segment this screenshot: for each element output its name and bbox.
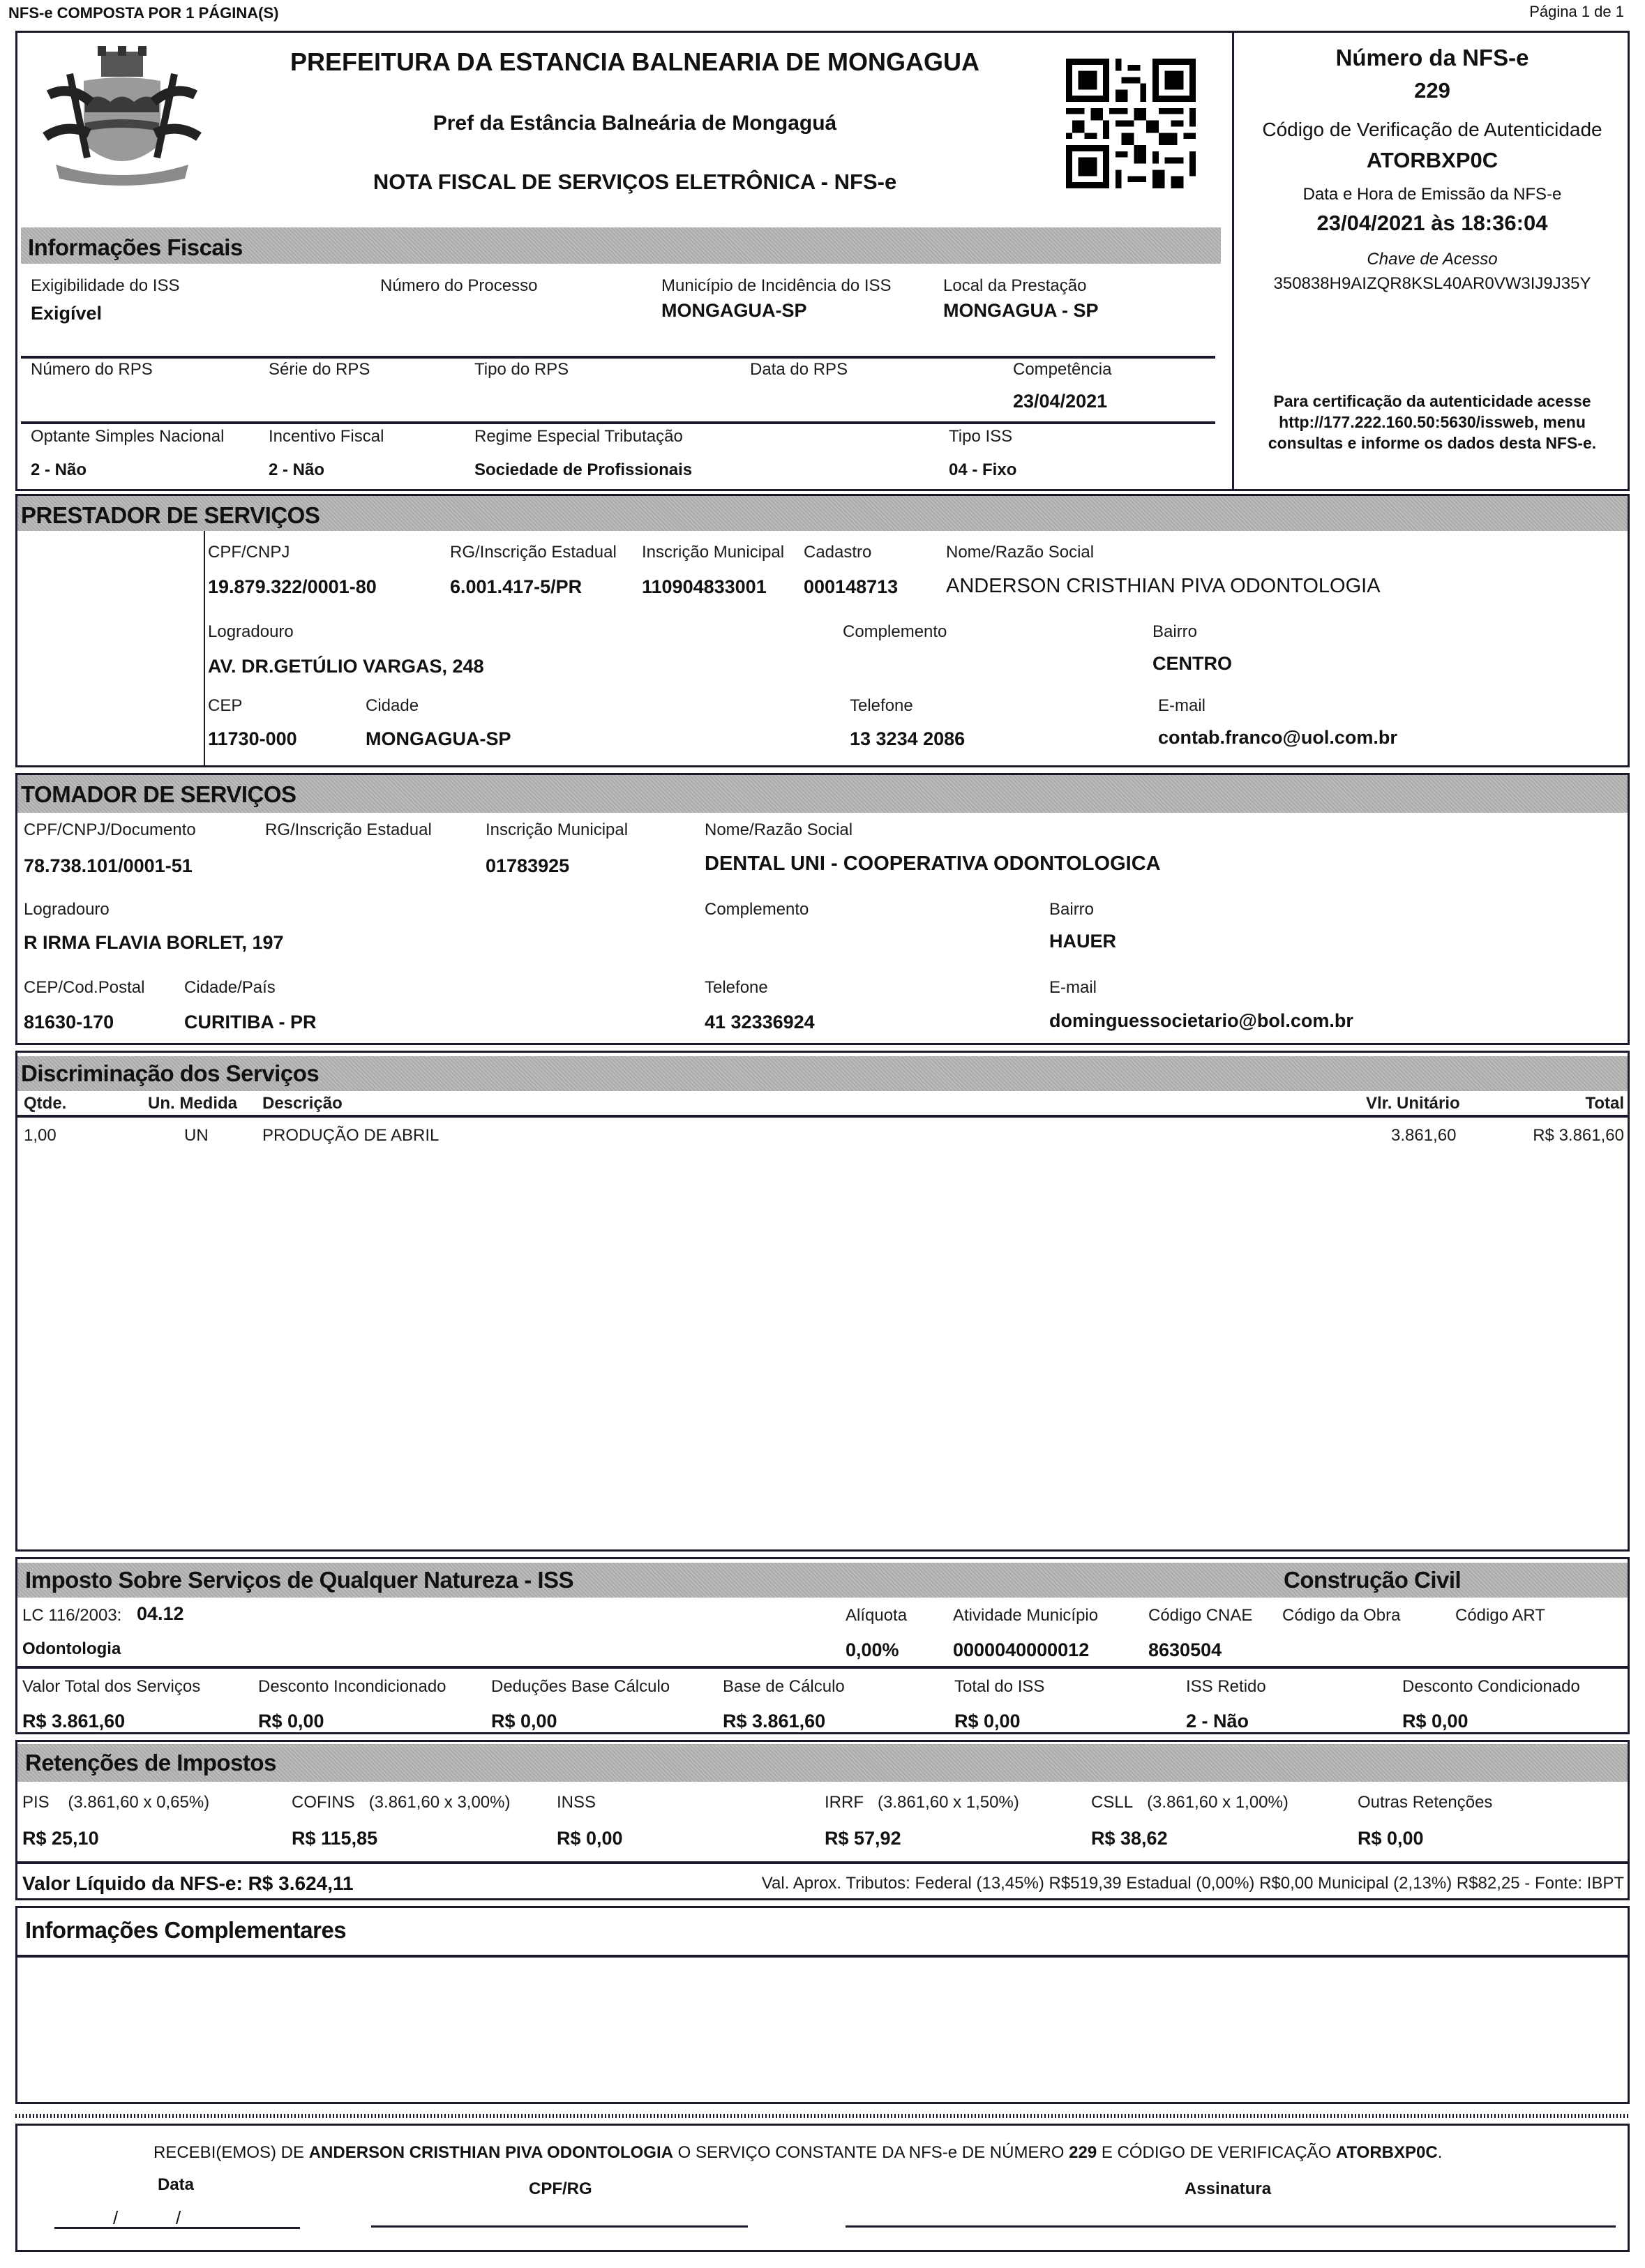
cnae-value: 8630504 (1148, 1639, 1222, 1660)
provider-cadastro: 000148713 (804, 576, 899, 597)
services-section (15, 1051, 1630, 1552)
qr-code-icon (1066, 59, 1196, 188)
page-indicator: Página 1 de 1 (1529, 3, 1624, 20)
receipt-pre: RECEBI(EMOS) DE (153, 2143, 309, 2162)
pis-value: R$ 25,10 (22, 1828, 99, 1849)
csll-label (1091, 1793, 1289, 1812)
provider-section-title: PRESTADOR DE SERVIÇOS (21, 502, 320, 528)
col-total: Total (1585, 1094, 1624, 1113)
simples-nacional-value: 2 - Não (31, 460, 87, 479)
customer-cnpj: 78.738.101/0001-51 (24, 855, 193, 876)
nfse-number: 229 (1414, 78, 1450, 103)
access-key: 350838H9AIZQR8KSL40AR0VW3IJ9J35Y (1273, 274, 1591, 293)
provider-cep: 11730-000 (208, 728, 297, 749)
special-regime-label: Regime Especial Tributação (474, 427, 683, 446)
receipt-number: 229 (1069, 2143, 1097, 2162)
customer-section (15, 773, 1630, 1045)
customer-state-reg-label: RG/Inscrição Estadual (265, 820, 432, 839)
activity-description: Odontologia (22, 1639, 121, 1658)
tax-base-value: R$ 3.861,60 (723, 1711, 826, 1732)
issue-datetime-label: Data e Hora de Emissão da NFS-e (1302, 185, 1562, 204)
cofins-value: R$ 115,85 (292, 1828, 378, 1849)
access-key-label: Chave de Acesso (1367, 250, 1498, 269)
iss-exigibility-label: Exigibilidade do ISS (31, 276, 180, 295)
receipt-signature-label: Assinatura (1185, 2179, 1272, 2198)
service-total: R$ 3.861,60 (1533, 1126, 1624, 1145)
municipal-activity-value: 0000040000012 (953, 1639, 1090, 1660)
csll-value: R$ 38,62 (1091, 1828, 1168, 1849)
work-code-label: Código da Obra (1282, 1606, 1401, 1625)
provider-email: contab.franco@uol.com.br (1158, 727, 1397, 748)
customer-municipal-reg: 01783925 (486, 855, 570, 876)
certification-note-2: consultas e informe os dados desta NFS-e. (1268, 434, 1597, 452)
service-location-label: Local da Prestação (943, 276, 1087, 295)
date-separator: / (113, 2207, 119, 2228)
provider-phone-label: Telefone (850, 696, 913, 715)
service-unit: UN (184, 1126, 209, 1145)
fiscal-incentive-label: Incentivo Fiscal (269, 427, 384, 446)
construction-title: Construção Civil (1284, 1567, 1462, 1593)
tax-base-label: Base de Cálculo (723, 1677, 845, 1696)
divider (17, 1666, 1628, 1669)
customer-section-title: TOMADOR DE SERVIÇOS (21, 781, 296, 807)
date-separator: / (176, 2207, 181, 2228)
divider (1232, 31, 1234, 491)
receipt-mid: O SERVIÇO CONSTANTE DA NFS-e DE NÚMERO (673, 2143, 1069, 2162)
art-code-label: Código ART (1455, 1606, 1545, 1625)
simples-nacional-label: Optante Simples Nacional (31, 427, 225, 446)
customer-address: R IRMA FLAVIA BORLET, 197 (24, 932, 284, 953)
competence-value: 23/04/2021 (1013, 391, 1108, 412)
provider-district-label: Bairro (1152, 622, 1198, 641)
customer-name: DENTAL UNI - COOPERATIVA ODONTOLOGICA (705, 853, 1161, 875)
rps-type-label: Tipo do RPS (474, 360, 569, 379)
provider-email-label: E-mail (1158, 696, 1206, 715)
provider-cnpj-label: CPF/CNPJ (208, 543, 290, 562)
receipt-cpf-label: CPF/RG (529, 2179, 592, 2198)
total-iss-label: Total do ISS (954, 1677, 1045, 1696)
service-location-value: MONGAGUA - SP (943, 300, 1099, 321)
municipality-subtitle: Pref da Estância Balneária de Mongaguá (433, 112, 837, 135)
deductions-value: R$ 0,00 (491, 1711, 557, 1732)
divider (204, 531, 205, 765)
cut-line (15, 2114, 1630, 2118)
iss-municipality-label: Município de Incidência do ISS (661, 276, 892, 295)
withholdings-section-title: Retenções de Impostos (25, 1750, 276, 1775)
nfse-number-label: Número da NFS-e (1335, 45, 1529, 70)
other-withholdings-value: R$ 0,00 (1358, 1828, 1424, 1849)
receipt-provider: ANDERSON CRISTHIAN PIVA ODONTOLOGIA (308, 2143, 673, 2162)
cofins-name: COFINS (292, 1793, 355, 1812)
col-unit-price: Vlr. Unitário (1366, 1094, 1460, 1113)
provider-address: AV. DR.GETÚLIO VARGAS, 248 (208, 656, 484, 677)
total-services-label: Valor Total dos Serviços (22, 1677, 201, 1696)
municipality-title: PREFEITURA DA ESTANCIA BALNEARIA DE MONGAGUA (290, 47, 979, 76)
receipt-code: ATORBXP0C (1335, 2143, 1438, 2162)
customer-city: CURITIBA - PR (184, 1012, 317, 1032)
document-title: NOTA FISCAL DE SERVIÇOS ELETRÔNICA - NFS-e (373, 170, 897, 194)
irrf-value: R$ 57,92 (825, 1828, 901, 1849)
provider-name-label: Nome/Razão Social (946, 543, 1095, 562)
unconditional-discount-label: Desconto Incondicionado (258, 1677, 446, 1696)
conditional-discount-label: Desconto Condicionado (1402, 1677, 1580, 1696)
total-iss-value: R$ 0,00 (954, 1711, 1021, 1732)
iss-municipality-value: MONGAGUA-SP (661, 300, 807, 321)
service-description: PRODUÇÃO DE ABRIL (262, 1126, 440, 1145)
certification-url[interactable]: http://177.222.160.50:5630/issweb, menu (1279, 413, 1586, 431)
deductions-label: Deduções Base Cálculo (491, 1677, 670, 1696)
pis-label (22, 1793, 209, 1812)
receipt-signature-field[interactable] (846, 2225, 1616, 2228)
municipal-activity-label: Atividade Município (953, 1606, 1099, 1625)
fiscal-incentive-value: 2 - Não (269, 460, 325, 479)
rate-value: 0,00% (846, 1639, 899, 1660)
pis-name: PIS (22, 1793, 50, 1812)
provider-city-label: Cidade (366, 696, 419, 715)
iss-type-value: 04 - Fixo (949, 460, 1017, 479)
customer-municipal-reg-label: Inscrição Municipal (486, 820, 629, 839)
iss-exigibility-value: Exigível (31, 303, 103, 324)
other-withholdings-label: Outras Retenções (1358, 1793, 1493, 1812)
divider (17, 1115, 1628, 1118)
customer-address-label: Logradouro (24, 900, 110, 919)
irrf-calc: (3.861,60 x 1,50%) (878, 1793, 1019, 1812)
receipt-date-field[interactable] (54, 2206, 300, 2229)
competence-label: Competência (1013, 360, 1112, 379)
rps-number-label: Número do RPS (31, 360, 153, 379)
provider-municipal-reg-label: Inscrição Municipal (642, 543, 785, 562)
lc-label: LC 116/2003: (22, 1606, 122, 1625)
receipt-statement (153, 2143, 1442, 2163)
net-value: Valor Líquido da NFS-e: R$ 3.624,11 (22, 1872, 354, 1894)
irrf-label (825, 1793, 1019, 1812)
complementary-info-title: Informações Complementares (25, 1917, 347, 1943)
verification-code-label: Código de Verificação de Autenticidade (1262, 119, 1602, 140)
fiscal-section-title: Informações Fiscais (28, 234, 243, 260)
services-section-title: Discriminação dos Serviços (21, 1060, 320, 1086)
receipt-date-label: Data (158, 2175, 195, 2194)
receipt-mid2: E CÓDIGO DE VERIFICAÇÃO (1097, 2143, 1336, 2162)
customer-email-label: E-mail (1049, 978, 1097, 997)
customer-district-label: Bairro (1049, 900, 1095, 919)
approx-taxes: Val. Aprox. Tributos: Federal (13,45%) R$519,39 Estadual (0,00%) R$0,00 Municipal (2,13%) R$82,25 - Fonte: IBPT (761, 1874, 1624, 1893)
iss-withheld-value: 2 - Não (1186, 1711, 1249, 1732)
col-description: Descrição (262, 1094, 343, 1113)
pis-calc: (3.861,60 x 0,65%) (68, 1793, 210, 1812)
customer-complement-label: Complemento (705, 900, 809, 919)
verification-code: ATORBXP0C (1366, 148, 1498, 172)
iss-withheld-label: ISS Retido (1186, 1677, 1266, 1696)
col-qty: Qtde. (24, 1094, 67, 1113)
iss-type-label: Tipo ISS (949, 427, 1013, 446)
certification-note-1: Para certificação da autenticidade acesse (1273, 392, 1591, 410)
csll-calc: (3.861,60 x 1,00%) (1147, 1793, 1289, 1812)
provider-state-reg-label: RG/Inscrição Estadual (450, 543, 617, 562)
lc-code: 04.12 (137, 1603, 184, 1624)
divider (21, 356, 1215, 359)
rate-label: Alíquota (846, 1606, 908, 1625)
divider (17, 1955, 1628, 1958)
provider-cep-label: CEP (208, 696, 243, 715)
provider-complement-label: Complemento (843, 622, 947, 641)
provider-state-reg: 6.001.417-5/PR (450, 576, 583, 597)
provider-cnpj: 19.879.322/0001-80 (208, 576, 377, 597)
issue-datetime: 23/04/2021 às 18:36:04 (1316, 211, 1548, 235)
rps-date-label: Data do RPS (750, 360, 848, 379)
customer-city-label: Cidade/País (184, 978, 276, 997)
provider-cadastro-label: Cadastro (804, 543, 872, 562)
customer-district: HAUER (1049, 931, 1117, 952)
service-qty: 1,00 (24, 1126, 57, 1145)
provider-name: ANDERSON CRISTHIAN PIVA ODONTOLOGIA (946, 575, 1381, 597)
customer-name-label: Nome/Razão Social (705, 820, 853, 839)
col-unit: Un. Medida (148, 1094, 238, 1113)
coat-of-arms-icon (35, 46, 209, 193)
inss-label: INSS (557, 1793, 596, 1812)
unconditional-discount-value: R$ 0,00 (258, 1711, 324, 1732)
special-regime-value: Sociedade de Profissionais (474, 460, 693, 479)
cofins-label (292, 1793, 510, 1812)
customer-phone-label: Telefone (705, 978, 768, 997)
total-services-value: R$ 3.861,60 (22, 1711, 126, 1732)
customer-email: dominguessocietario@bol.com.br (1049, 1010, 1353, 1031)
receipt-end: . (1437, 2143, 1443, 2162)
provider-phone: 13 3234 2086 (850, 728, 966, 749)
customer-cnpj-label: CPF/CNPJ/Documento (24, 820, 196, 839)
customer-cep-label: CEP/Cod.Postal (24, 978, 145, 997)
rps-series-label: Série do RPS (269, 360, 370, 379)
iss-section-title: Imposto Sobre Serviços de Qualquer Natureza - ISS (25, 1567, 574, 1593)
inss-value: R$ 0,00 (557, 1828, 623, 1849)
cnae-label: Código CNAE (1148, 1606, 1253, 1625)
page-count-note: NFS-e COMPOSTA POR 1 PÁGINA(S) (8, 4, 279, 22)
provider-city: MONGAGUA-SP (366, 728, 511, 749)
provider-address-label: Logradouro (208, 622, 294, 641)
irrf-name: IRRF (825, 1793, 864, 1812)
provider-district: CENTRO (1152, 653, 1232, 674)
cofins-calc: (3.861,60 x 3,00%) (368, 1793, 511, 1812)
receipt-cpf-field[interactable] (371, 2225, 748, 2228)
customer-phone: 41 32336924 (705, 1012, 815, 1032)
customer-cep: 81630-170 (24, 1012, 114, 1032)
provider-municipal-reg: 110904833001 (642, 576, 767, 597)
service-unit-price: 3.861,60 (1391, 1126, 1457, 1145)
divider (17, 1861, 1628, 1864)
process-number-label: Número do Processo (380, 276, 538, 295)
conditional-discount-value: R$ 0,00 (1402, 1711, 1469, 1732)
divider (21, 421, 1215, 424)
csll-name: CSLL (1091, 1793, 1134, 1812)
